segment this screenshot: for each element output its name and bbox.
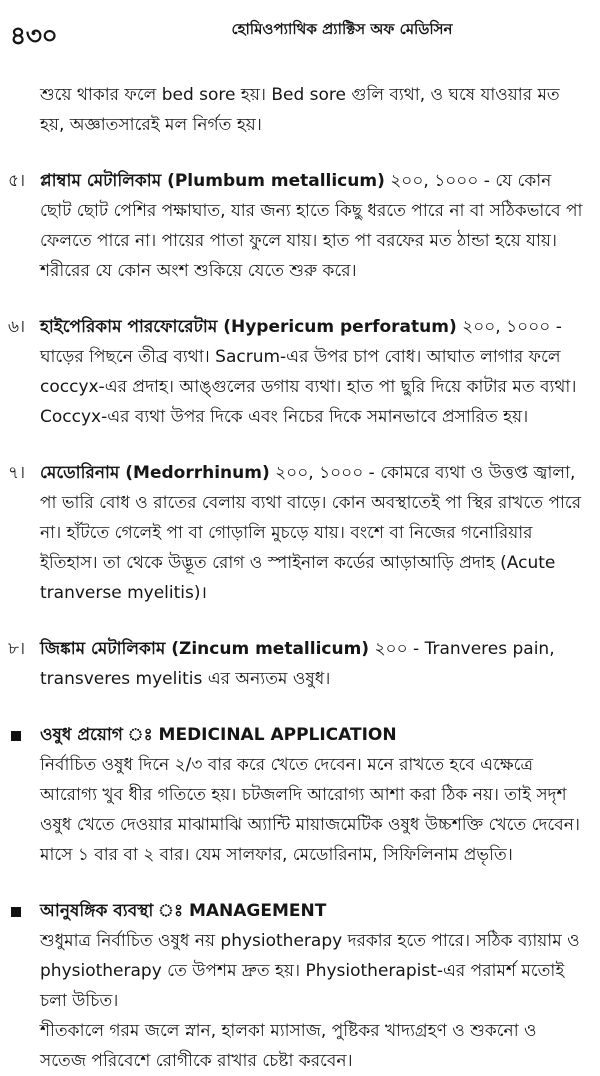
running-title: হোমিওপ্যাথিক প্র্যাক্টিস অফ মেডিসিন bbox=[231, 20, 453, 38]
medicinal-application-section bbox=[40, 720, 585, 870]
remedy-title: প্লাম্বাম মেটালিকাম (Plumbum metallicum) bbox=[40, 171, 385, 191]
square-bullet-icon bbox=[11, 907, 21, 917]
remedy-number: ৭। bbox=[8, 463, 26, 483]
page-number: ৪৩০ bbox=[10, 21, 58, 50]
remedy-item-6 bbox=[8, 312, 585, 432]
section-heading: ওষুধ প্রয়োগ ঃ MEDICINAL APPLICATION bbox=[40, 725, 397, 745]
remedy-text: ২০০, ১০০০ - যে কোন ছোট ছোট পেশির পক্ষাঘাত, যার জন্য হাতে কিছু ধরতে পারে না বা সঠিকভাবে পা ফেলতে পারে না। পায়ের পাতা ফুলে যায়। হাত পা বরফের মত ঠান্ডা হয়ে যায়। শরীরের যে কোন অংশ শুকিয়ে যেতে শুরু করে। bbox=[40, 171, 583, 281]
remedy-number: ৫। bbox=[8, 171, 26, 191]
remedy-text: ২০০, ১০০০ - ঘাড়ের পিছনে তীব্র ব্যথা। Sacrum-এর উপর চাপ বোধ। আঘাত লাগার ফলে coccyx-এর প্রদাহ। আঙ্গুলের ডগায় ব্যথা। হাত পা ছুরি দিয়ে কাটার মত ব্যথা। Coccyx-এর ব্যথা উপর দিকে এবং নিচের দিকে সমানভাবে প্রসারিত হয়। bbox=[40, 317, 577, 427]
remedy-title: মেডোরিনাম (Medorrhinum) bbox=[40, 463, 270, 483]
page-content bbox=[8, 80, 585, 1076]
remedy-text: ২০০ - Tranveres pain, transveres myelitis এর অন্যতম ওষুধ। bbox=[40, 639, 555, 689]
remedy-number: ৮। bbox=[8, 639, 26, 659]
square-bullet-icon bbox=[11, 731, 21, 741]
section-heading: আনুষঙ্গিক ব্যবস্থা ঃ MANAGEMENT bbox=[40, 901, 327, 921]
remedy-text: ২০০, ১০০০ - কোমরে ব্যথা ও উত্তপ্ত জ্বালা, পা ভারি বোধ ও রাতের বেলায় ব্যথা বাড়ে। কোন অবস্থাতেই পা স্থির রাখতে পারে না। হাঁটতে গেলেই পা বা গোড়ালি মুচড়ে যায়। বংশে বা নিজের গনোরিয়ার ইতিহাস। তা থেকে উদ্ভূত রোগ ও স্পাইনাল কর্ডের আড়াআড়ি প্রদাহ (Acute tranverse myelitis)। bbox=[40, 463, 582, 603]
section-paragraph: নির্বাচিত ওষুধ দিনে ২/৩ বার করে খেতে দেবেন। মনে রাখতে হবে এক্ষেত্রে আরোগ্য খুব ধীর গতিতে হয়। চটজলদি আরোগ্য আশা করা ঠিক নয়। তাই সদৃশ ওষুধ খেতে দেওয়ার মাঝামাঝি অ্যান্টি মায়াজমেটিক ওষুধ উচ্চশক্তি খেতে দেবেন। মাসে ১ বার বা ২ বার। যেম সালফার, মেডোরিনাম, সিফিলিনাম প্রভৃতি। bbox=[40, 755, 580, 865]
remedy-item-5 bbox=[8, 166, 585, 286]
intro-paragraph: শুয়ে থাকার ফলে bed sore হয়। Bed sore গুলি ব্যথা, ও ঘষে যাওয়ার মত হয়, অজ্ঞাতসারেই মল নির্গত হয়। bbox=[40, 85, 560, 135]
section-paragraph: শুধুমাত্র নির্বাচিত ওষুধ নয় physiotherapy দরকার হতে পারে। সঠিক ব্যায়াম ও physiotherapy তে উপশম দ্রুত হয়। Physiotherapist-এর পরামর্শ মতোই চলা উচিত। bbox=[40, 931, 580, 1011]
management-section bbox=[40, 896, 585, 1076]
remedy-title: জিঙ্কাম মেটালিকাম (Zincum metallicum) bbox=[40, 639, 370, 659]
remedy-number: ৬। bbox=[8, 317, 26, 337]
remedy-title: হাইপেরিকাম পারফোরেটাম (Hypericum perforatum) bbox=[40, 317, 457, 337]
page-header bbox=[0, 18, 600, 48]
remedy-item-7 bbox=[8, 458, 585, 608]
section-paragraph: শীতকালে গরম জলে স্নান, হালকা ম্যাসাজ, পুষ্টিকর খাদ্যগ্রহণ ও শুকনো ও সতেজ পরিবেশে রোগীকে রাখার চেষ্টা করবেন। bbox=[40, 1021, 537, 1071]
remedy-item-8 bbox=[8, 634, 585, 694]
